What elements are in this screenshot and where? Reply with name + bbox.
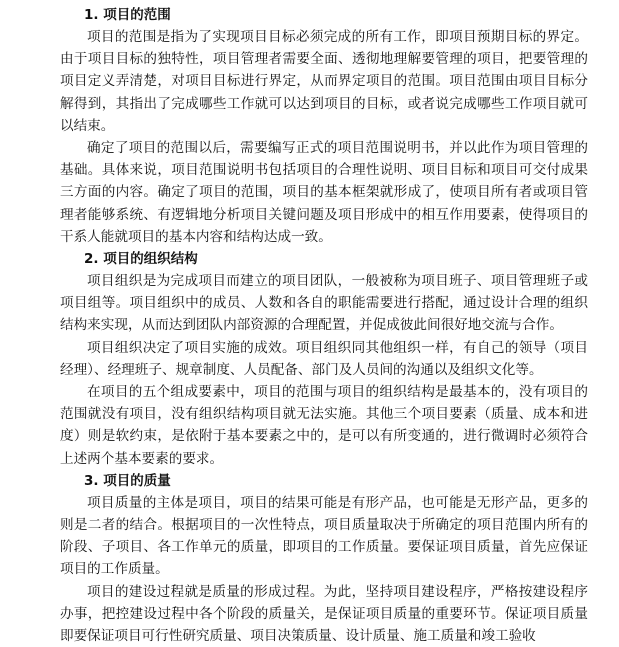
section-organization <box>60 248 588 470</box>
section-heading: 3. 项目的质量 <box>84 472 171 489</box>
paragraph: 项目组织决定了项目实施的成效。项目组织同其他组织一样，有自己的领导（项目经理）、经理班子、规章制度、人员配备、部门及人员间的沟通以及组织文化等。 <box>60 339 588 378</box>
paragraph: 项目组织是为完成项目而建立的项目团队，一般被称为项目班子、项目管理班子或项目组等。项目组织中的成员、人数和各自的职能需要进行搭配，通过设计合理的组织结构来实现，从而达到团队内部资源的合理配置，并促成彼此间很好地交流与合作。 <box>60 273 588 334</box>
paragraph: 项目的范围是指为了实现项目目标必须完成的所有工作，即项目预期目标的界定。由于项目目标的独特性，项目管理者需要全面、透彻地理解要管理的项目，把要管理的项目定义弄清楚，对项目目标进行界定，从而界定项目的范围。项目范围由项目目标分解得到，其指出了完成哪些工作就可以达到项目的目标，或者说完成哪些工作项目就可以结束。 <box>60 29 588 134</box>
section-quality <box>60 470 588 647</box>
paragraph: 项目质量的主体是项目，项目的结果可能是有形产品，也可能是无形产品，更多的则是二者的结合。根据项目的一次性特点，项目质量取决于所确定的项目范围内所有的阶段、子项目、各工作单元的质量，即项目的工作质量。要保证项目质量，首先应保证项目的工作质量。 <box>60 494 588 578</box>
section-heading: 1. 项目的范围 <box>84 7 171 23</box>
paragraph: 在项目的五个组成要素中，项目的范围与项目的组织结构是最基本的，没有项目的范围就没有项目，没有组织结构项目就无法实施。其他三个项目要素（质量、成本和进度）则是软约束，是依附于基本要素之中的，是可以有所变通的，进行微调时必须符合上述两个基本要素的要求。 <box>60 384 588 467</box>
section-scope <box>60 4 588 248</box>
document-page <box>60 4 588 647</box>
paragraph: 项目的建设过程就是质量的形成过程。为此，坚持项目建设程序，严格按建设程序办事，把控建设过程中各个阶段的质量关，是保证项目质量的重要环节。保证项目质量即要保证项目可行性研究质量、项目决策质量、设计质量、施工质量和竣工验收 <box>60 583 588 645</box>
section-heading: 2. 项目的组织结构 <box>84 251 198 268</box>
paragraph: 确定了项目的范围以后，需要编写正式的项目范围说明书，并以此作为项目管理的基础。具体来说，项目范围说明书包括项目的合理性说明、项目目标和项目可交付成果三方面的内容。确定了项目的范围，项目的基本框架就形成了，使项目所有者或项目管理者能够系统、有逻辑地分析项目关键问题及项目形成中的相互作用要素，使得项目的干系人能就项目的基本内容和结构达成一致。 <box>60 140 588 245</box>
